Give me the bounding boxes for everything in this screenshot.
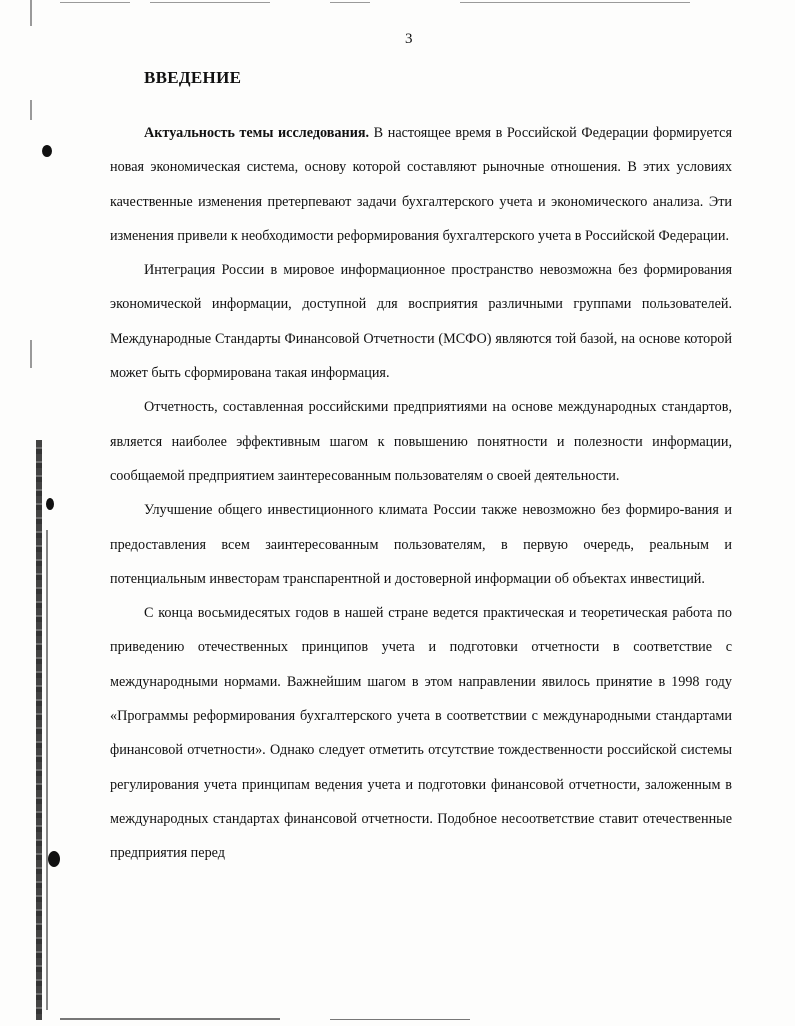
binding-shadow: [46, 530, 48, 1010]
paragraph-lead: Актуальность темы исследования.: [144, 125, 370, 141]
paragraph-text: Улучшение общего инвестиционного климата России также невозможно без формиро-вания и предоставления всем заинтересованным пользователям, в первую очередь, реальным и потенциальным инвесторам транспарентной и достоверной информации об объектах инвестиций.: [110, 502, 732, 587]
paragraph-text: Интеграция России в мировое информационное пространство невозможна без формирования экономической информации, доступной для восприятия различными группами пользователей. Международные Стандарты Финансовой Отчетности (МСФО) являются той базой, на основе которой может быть сформирована такая информация.: [110, 262, 732, 382]
scan-mark: [30, 100, 32, 120]
punch-hole-mark: [42, 145, 52, 157]
scan-edge-line: [330, 2, 370, 3]
paragraph: [110, 596, 732, 870]
body-text: [110, 116, 732, 871]
scan-mark: [30, 340, 32, 368]
paragraph: [110, 116, 732, 253]
paragraph: [110, 493, 732, 596]
paragraph-text: В настоящее время в Российской Федерации формируется новая экономическая система, основу которой составляют рыночные отношения. В этих условиях качественные изменения претерпевают задачи бухгалтерского учета и экономического анализа. Эти изменения привели к необходимости реформирования бухгалтерского учета в Российской Федерации.: [110, 125, 732, 244]
scan-mark: [30, 0, 32, 26]
page-number: 3: [405, 31, 413, 47]
paragraph: [110, 390, 732, 493]
section-heading: ВВЕДЕНИЕ: [144, 68, 242, 87]
binding-shadow: [36, 440, 42, 1020]
punch-hole-mark: [48, 851, 60, 867]
paragraph-text: Отчетность, составленная российскими предприятиями на основе международных стандартов, является наиболее эффективным шагом к повышению понятности и полезности информации, сообщаемой предприятием заинтересованным пользователям о своей деятельности.: [110, 399, 732, 484]
punch-hole-mark: [46, 498, 54, 510]
scan-edge-line: [60, 2, 130, 3]
scan-edge-line: [330, 1019, 470, 1020]
scan-edge-line: [60, 1018, 280, 1020]
paragraph-text: С конца восьмидесятых годов в нашей стране ведется практическая и теоретическая работа по приведению отечественных принципов учета и подготовки отчетности в соответствие с международными нормами. Важнейшим шагом в этом направлении явилось принятие в 1998 году «Программы реформирования бухгалтерского учета в соответствии с международными стандартами финансовой отчетности». Однако следует отметить отсутствие тождественности российской системы регулирования учета принципам ведения учета и подготовки финансовой отчетности, заложенным в международных стандартах финансовой отчетности. Подобное несоответствие ставит отечественные предприятия перед: [110, 605, 732, 862]
scan-edge-line: [460, 2, 690, 3]
scan-edge-line: [150, 2, 270, 3]
paragraph: [110, 253, 732, 390]
